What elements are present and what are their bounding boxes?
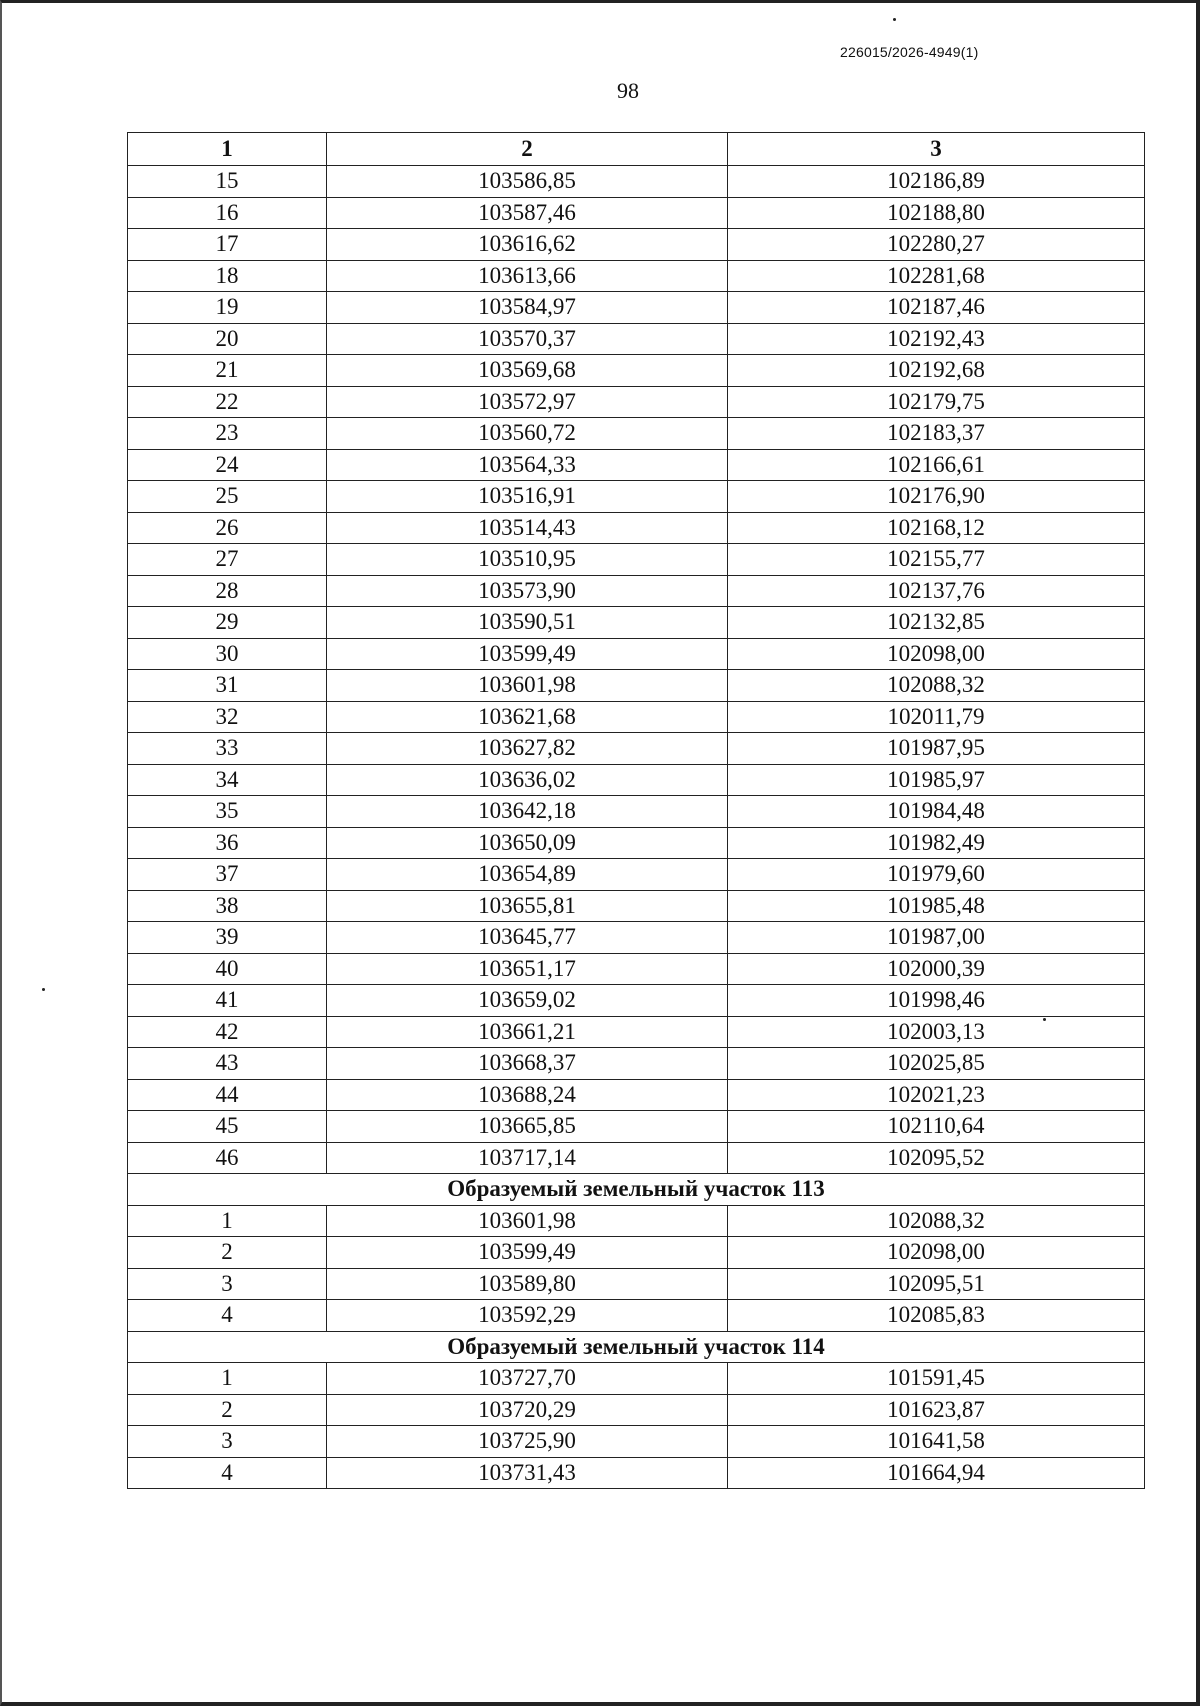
point-number-cell: 20: [128, 323, 327, 355]
section-header-row: [128, 1174, 1145, 1206]
table-row: [128, 166, 1145, 198]
coordinate-y-cell: 101982,49: [728, 827, 1145, 859]
table-row: [128, 229, 1145, 261]
coordinate-x-cell: 103584,97: [327, 292, 728, 324]
table-row: [128, 1268, 1145, 1300]
coordinate-y-cell: 102192,68: [728, 355, 1145, 387]
coordinate-y-cell: 102088,32: [728, 670, 1145, 702]
point-number-cell: 4: [128, 1457, 327, 1489]
point-number-cell: 4: [128, 1300, 327, 1332]
point-number-cell: 3: [128, 1426, 327, 1458]
table-row: [128, 1016, 1145, 1048]
coordinate-x-cell: 103589,80: [327, 1268, 728, 1300]
coordinate-x-cell: 103564,33: [327, 449, 728, 481]
coordinate-x-cell: 103599,49: [327, 638, 728, 670]
coordinate-y-cell: 102187,46: [728, 292, 1145, 324]
table-row: [128, 701, 1145, 733]
table-row: [128, 260, 1145, 292]
point-number-cell: 2: [128, 1394, 327, 1426]
table-row: [128, 197, 1145, 229]
coordinate-y-cell: 102280,27: [728, 229, 1145, 261]
scan-speck: [42, 988, 45, 991]
point-number-cell: 34: [128, 764, 327, 796]
coordinate-x-cell: 103516,91: [327, 481, 728, 513]
coordinate-y-cell: 102168,12: [728, 512, 1145, 544]
coordinate-x-cell: 103570,37: [327, 323, 728, 355]
coordinate-y-cell: 102176,90: [728, 481, 1145, 513]
table-row: [128, 1363, 1145, 1395]
point-number-cell: 28: [128, 575, 327, 607]
table-row: [128, 827, 1145, 859]
coordinate-y-cell: 102166,61: [728, 449, 1145, 481]
point-number-cell: 30: [128, 638, 327, 670]
coordinate-y-cell: 102098,00: [728, 638, 1145, 670]
table-row: [128, 292, 1145, 324]
point-number-cell: 25: [128, 481, 327, 513]
coordinate-x-cell: 103650,09: [327, 827, 728, 859]
coordinate-y-cell: 102003,13: [728, 1016, 1145, 1048]
coordinate-y-cell: 102085,83: [728, 1300, 1145, 1332]
point-number-cell: 37: [128, 859, 327, 891]
coordinate-x-cell: 103651,17: [327, 953, 728, 985]
coordinate-y-cell: 101591,45: [728, 1363, 1145, 1395]
table-row: [128, 481, 1145, 513]
coordinate-y-cell: 102183,37: [728, 418, 1145, 450]
coordinate-y-cell: 102095,52: [728, 1142, 1145, 1174]
coordinate-x-cell: 103572,97: [327, 386, 728, 418]
point-number-cell: 29: [128, 607, 327, 639]
coordinate-y-cell: 101987,95: [728, 733, 1145, 765]
coordinate-y-cell: 101987,00: [728, 922, 1145, 954]
scan-speck: [893, 18, 896, 21]
coordinate-x-cell: 103727,70: [327, 1363, 728, 1395]
point-number-cell: 36: [128, 827, 327, 859]
coordinate-x-cell: 103560,72: [327, 418, 728, 450]
coordinates-table: [127, 132, 1145, 1489]
point-number-cell: 40: [128, 953, 327, 985]
table-row: [128, 953, 1145, 985]
table-row: [128, 607, 1145, 639]
table-row: [128, 449, 1145, 481]
table-row: [128, 418, 1145, 450]
table-row: [128, 1394, 1145, 1426]
coordinate-y-cell: 101985,48: [728, 890, 1145, 922]
point-number-cell: 3: [128, 1268, 327, 1300]
coordinate-y-cell: 102098,00: [728, 1237, 1145, 1269]
point-number-cell: 23: [128, 418, 327, 450]
coordinate-x-cell: 103621,68: [327, 701, 728, 733]
point-number-cell: 46: [128, 1142, 327, 1174]
coordinate-x-cell: 103654,89: [327, 859, 728, 891]
point-number-cell: 21: [128, 355, 327, 387]
header-cell: 2: [327, 133, 728, 166]
table-body: [128, 166, 1145, 1489]
coordinate-y-cell: 102110,64: [728, 1111, 1145, 1143]
point-number-cell: 18: [128, 260, 327, 292]
coordinate-y-cell: 102281,68: [728, 260, 1145, 292]
coordinate-y-cell: 102155,77: [728, 544, 1145, 576]
table-row: [128, 733, 1145, 765]
coordinate-y-cell: 101664,94: [728, 1457, 1145, 1489]
coordinate-x-cell: 103601,98: [327, 670, 728, 702]
table-row: [128, 1048, 1145, 1080]
coordinate-y-cell: 101998,46: [728, 985, 1145, 1017]
table-row: [128, 764, 1145, 796]
point-number-cell: 2: [128, 1237, 327, 1269]
coordinate-x-cell: 103661,21: [327, 1016, 728, 1048]
point-number-cell: 39: [128, 922, 327, 954]
point-number-cell: 24: [128, 449, 327, 481]
point-number-cell: 45: [128, 1111, 327, 1143]
coordinate-y-cell: 101984,48: [728, 796, 1145, 828]
coordinate-y-cell: 101985,97: [728, 764, 1145, 796]
point-number-cell: 38: [128, 890, 327, 922]
coordinate-y-cell: 102021,23: [728, 1079, 1145, 1111]
coordinate-x-cell: 103668,37: [327, 1048, 728, 1080]
coordinate-y-cell: 102088,32: [728, 1205, 1145, 1237]
table-row: [128, 323, 1145, 355]
coordinate-y-cell: 102025,85: [728, 1048, 1145, 1080]
coordinate-x-cell: 103510,95: [327, 544, 728, 576]
coordinate-x-cell: 103720,29: [327, 1394, 728, 1426]
table-row: [128, 386, 1145, 418]
table-row: [128, 859, 1145, 891]
point-number-cell: 41: [128, 985, 327, 1017]
table-row: [128, 1205, 1145, 1237]
table-row: [128, 796, 1145, 828]
point-number-cell: 42: [128, 1016, 327, 1048]
point-number-cell: 32: [128, 701, 327, 733]
coordinate-x-cell: 103573,90: [327, 575, 728, 607]
point-number-cell: 15: [128, 166, 327, 198]
coordinate-x-cell: 103645,77: [327, 922, 728, 954]
header-cell: 3: [728, 133, 1145, 166]
coordinate-y-cell: 102137,76: [728, 575, 1145, 607]
coordinate-y-cell: 101623,87: [728, 1394, 1145, 1426]
coordinate-x-cell: 103616,62: [327, 229, 728, 261]
point-number-cell: 22: [128, 386, 327, 418]
coordinate-x-cell: 103731,43: [327, 1457, 728, 1489]
coordinate-x-cell: 103587,46: [327, 197, 728, 229]
coordinate-x-cell: 103655,81: [327, 890, 728, 922]
page-number: 98: [617, 78, 639, 103]
coordinate-x-cell: 103717,14: [327, 1142, 728, 1174]
point-number-cell: 43: [128, 1048, 327, 1080]
coordinate-y-cell: 102179,75: [728, 386, 1145, 418]
coordinate-x-cell: 103569,68: [327, 355, 728, 387]
section-header-row: [128, 1331, 1145, 1363]
point-number-cell: 1: [128, 1363, 327, 1395]
coordinate-y-cell: 102188,80: [728, 197, 1145, 229]
coordinate-x-cell: 103725,90: [327, 1426, 728, 1458]
point-number-cell: 16: [128, 197, 327, 229]
point-number-cell: 1: [128, 1205, 327, 1237]
table-row: [128, 1111, 1145, 1143]
table-row: [128, 1457, 1145, 1489]
coordinate-y-cell: 102132,85: [728, 607, 1145, 639]
coordinate-x-cell: 103590,51: [327, 607, 728, 639]
coordinate-x-cell: 103636,02: [327, 764, 728, 796]
point-number-cell: 19: [128, 292, 327, 324]
coordinate-y-cell: 101979,60: [728, 859, 1145, 891]
coordinate-x-cell: 103659,02: [327, 985, 728, 1017]
coordinate-x-cell: 103613,66: [327, 260, 728, 292]
table-row: [128, 544, 1145, 576]
table-row: [128, 1237, 1145, 1269]
point-number-cell: 27: [128, 544, 327, 576]
header-cell: 1: [128, 133, 327, 166]
coordinate-x-cell: 103642,18: [327, 796, 728, 828]
coordinate-y-cell: 102186,89: [728, 166, 1145, 198]
coordinate-x-cell: 103601,98: [327, 1205, 728, 1237]
table-row: [128, 638, 1145, 670]
section-title: Образуемый земельный участок 113: [128, 1174, 1145, 1206]
table-row: [128, 512, 1145, 544]
coordinate-y-cell: 102011,79: [728, 701, 1145, 733]
section-title: Образуемый земельный участок 114: [128, 1331, 1145, 1363]
table-row: [128, 890, 1145, 922]
table-row: [128, 355, 1145, 387]
coordinate-y-cell: 102000,39: [728, 953, 1145, 985]
coordinate-x-cell: 103688,24: [327, 1079, 728, 1111]
coordinate-y-cell: 101641,58: [728, 1426, 1145, 1458]
coordinate-y-cell: 102095,51: [728, 1268, 1145, 1300]
point-number-cell: 35: [128, 796, 327, 828]
table-row: [128, 922, 1145, 954]
table-row: [128, 985, 1145, 1017]
table-header-row: [128, 133, 1145, 166]
table-row: [128, 670, 1145, 702]
document-reference: 226015/2026-4949(1): [840, 44, 979, 60]
coordinate-y-cell: 102192,43: [728, 323, 1145, 355]
coordinate-x-cell: 103627,82: [327, 733, 728, 765]
coordinate-x-cell: 103586,85: [327, 166, 728, 198]
point-number-cell: 26: [128, 512, 327, 544]
table-row: [128, 1079, 1145, 1111]
point-number-cell: 17: [128, 229, 327, 261]
point-number-cell: 31: [128, 670, 327, 702]
table-row: [128, 1142, 1145, 1174]
point-number-cell: 33: [128, 733, 327, 765]
table-row: [128, 1300, 1145, 1332]
table-row: [128, 575, 1145, 607]
coordinate-x-cell: 103665,85: [327, 1111, 728, 1143]
table-row: [128, 1426, 1145, 1458]
point-number-cell: 44: [128, 1079, 327, 1111]
coordinate-x-cell: 103592,29: [327, 1300, 728, 1332]
coordinate-x-cell: 103599,49: [327, 1237, 728, 1269]
coordinate-x-cell: 103514,43: [327, 512, 728, 544]
